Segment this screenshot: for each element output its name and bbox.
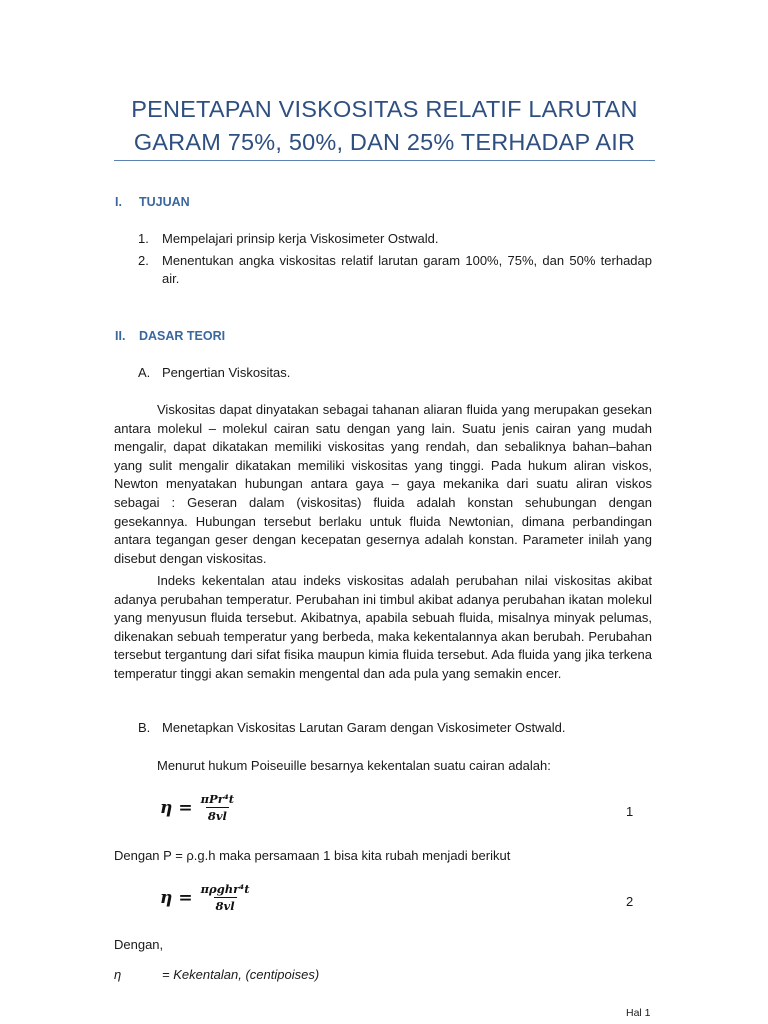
equation-fraction (199, 792, 236, 823)
equals-sign: = (178, 887, 193, 908)
title-underline (114, 160, 655, 161)
section-number: II. (115, 329, 126, 343)
subsection-letter: B. (138, 720, 151, 735)
equation-lhs: η (160, 797, 173, 818)
with-label: Dengan, (114, 937, 164, 952)
list-item (138, 252, 652, 289)
equation-lhs: η (160, 887, 173, 908)
fraction-numerator: πρghr⁴t (200, 882, 250, 896)
section-heading-dasar-teori (115, 329, 225, 343)
fraction-denominator: 8vl (207, 809, 227, 823)
list-item-text: Menentukan angka viskositas relatif larutan garam 100%, 75%, dan 50% terhadap air. (162, 252, 652, 287)
paragraph-indeks-kekentalan: Indeks kekentalan atau indeks viskositas adalah perubahan nilai viskositas akibat adanya perubahan temperatur. Perubahan ini timbul akibat adanya perubahan ikatan molekul yang menyusun fluida tersebut. Akibatnya, apabila sebuah fluida, misalnya minyak pelumas, dikenakan sebuah temperatur yang berbeda, maka kekentalannya akan berubah. Perubahan tersebut tergantung dari sifat fisika maupun kimia fluida tersebut. Ada fluida yang jika terkena temperatur tinggi akan semakin mengental dan ada pula yang semakin encer. (114, 573, 652, 681)
paragraph-viskositas: Viskositas dapat dinyatakan sebagai tahanan aliaran fluida yang merupakan gesekan antara molekul – molekul cairan satu dengan yang lain. Suatu jenis cairan yang mudah mengalir, dapat dikatakan memiliki viskositas yang rendah, dan sebaliknya bahan–bahan yang sulit mengalir dikatakan memiliki viskositas yang tinggi. Pada hukum aliran viskos, Newton menyatakan hubungan antara gaya – gaya mekanika dari suatu aliran viskos sebagai : Geseran dalam (viskositas) fluida adalah konstan sehubungan dengan gesekannya. Hubungan tersebut berlaku untuk fluida Newtonian, dimana perbandingan antara tegangan geser dengan kecepatan gesernya adalah konstan. Parameter inilah yang disebut dengan viskositas. (114, 402, 652, 566)
title-line-2: GARAM 75%, 50%, DAN 25% TERHADAP AIR (133, 129, 636, 155)
subsection-b-heading (138, 719, 565, 738)
subsection-letter: A. (138, 365, 151, 380)
equation-fraction (199, 882, 252, 913)
definition-meaning: = Kekentalan, (centipoises) (162, 967, 320, 982)
title-line-1: PENETAPAN VISKOSITAS RELATIF LARUTAN (131, 96, 638, 122)
equals-sign: = (178, 797, 193, 818)
equation-2 (160, 882, 252, 913)
subsection-label: Menetapkan Viskositas Larutan Garam dengan Viskosimeter Ostwald. (162, 720, 566, 735)
fraction-denominator: 8vl (215, 899, 235, 913)
section-title: TUJUAN (139, 195, 190, 209)
equation-1 (160, 792, 236, 823)
section-number: I. (115, 195, 122, 209)
list-item (138, 230, 652, 249)
definition-row (114, 967, 319, 982)
objectives-list (138, 230, 652, 292)
equation-number: 2 (626, 894, 634, 909)
poiseuille-intro: Menurut hukum Poiseuille besarnya kekentalan suatu cairan adalah: (157, 758, 551, 773)
subsection-a-heading (138, 364, 290, 383)
section-heading-tujuan (115, 195, 190, 209)
document-title (114, 93, 655, 159)
section-title: DASAR TEORI (139, 329, 226, 343)
fraction-numerator: πPr⁴t (200, 792, 235, 806)
page-number: Hal 1 (626, 1007, 651, 1019)
list-item-number: 1. (138, 231, 149, 246)
list-item-number: 2. (138, 252, 149, 268)
equation-number: 1 (626, 804, 634, 819)
list-item-text: Mempelajari prinsip kerja Viskosimeter Ostwald. (162, 231, 439, 246)
definition-symbol: η (114, 967, 122, 982)
subsection-label: Pengertian Viskositas. (162, 365, 291, 380)
substitution-text: Dengan P = ρ.g.h maka persamaan 1 bisa kita rubah menjadi berikut (114, 848, 511, 863)
